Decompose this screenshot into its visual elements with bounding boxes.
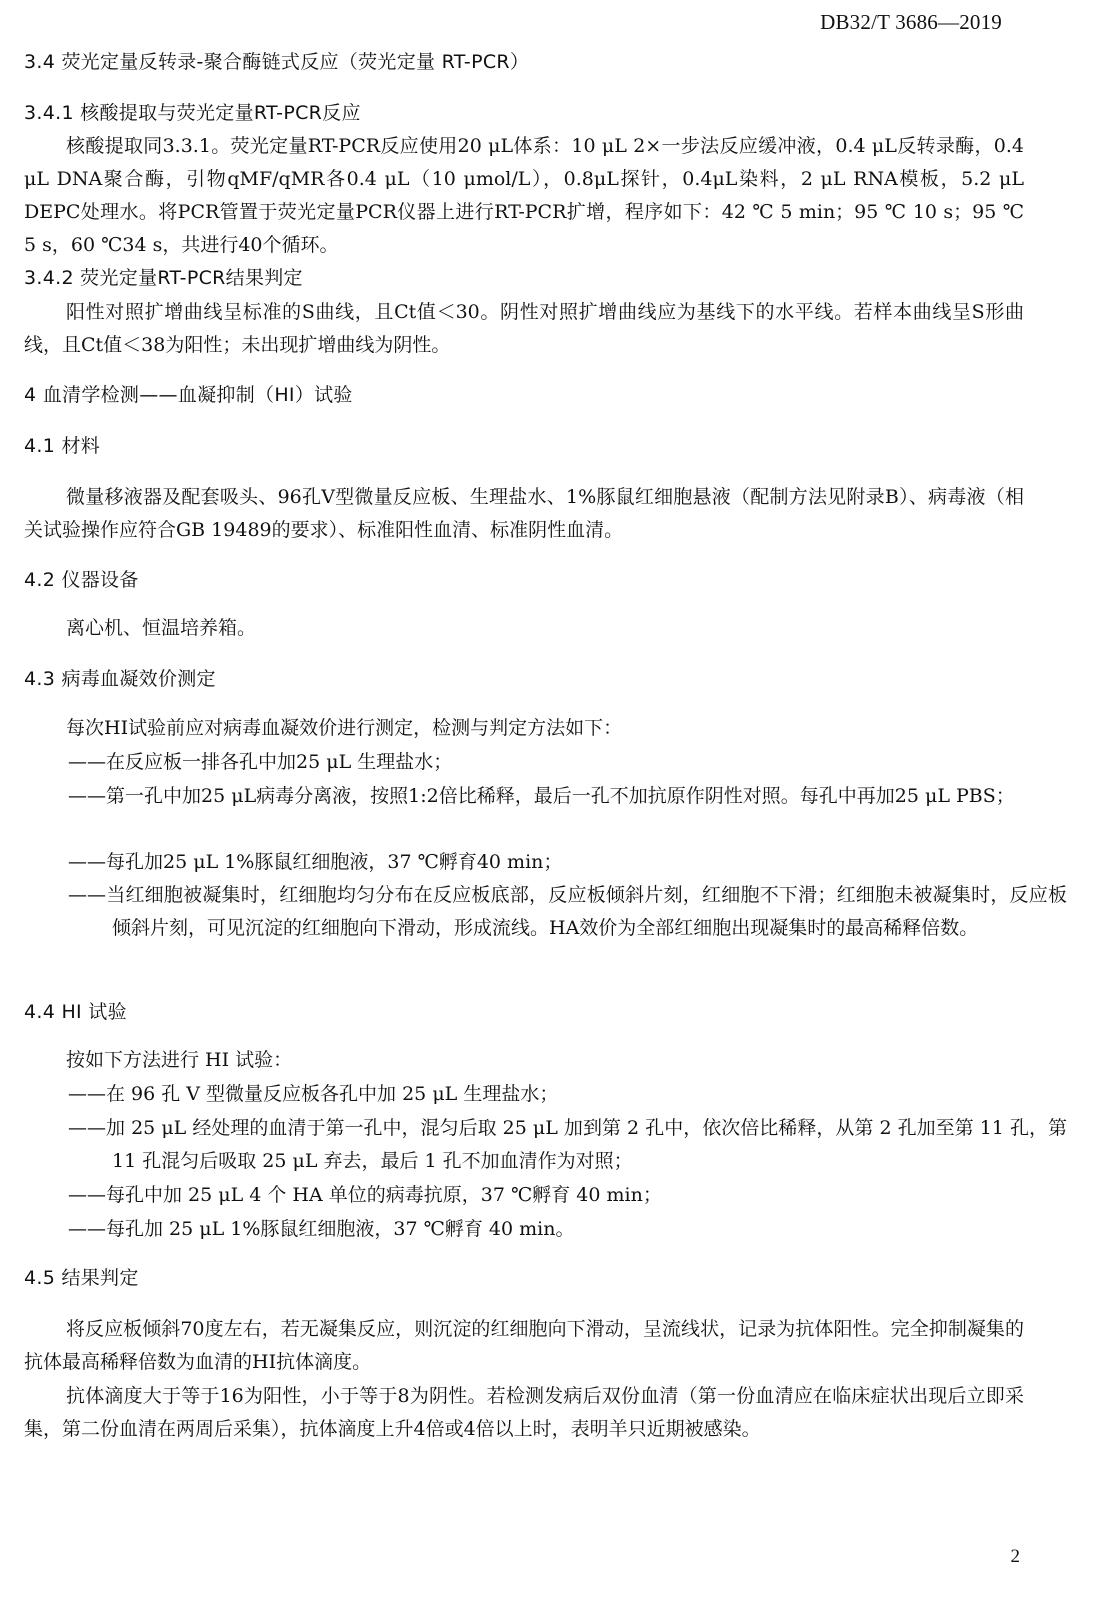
paragraph-4-4-intro: 按如下方法进行 HI 试验： [66, 1049, 293, 1071]
paragraph-4-5-2: 抗体滴度大于等于16为阳性，小于等于8为阴性。若检测发病后双份血清（第一份血清应在临床症状出现后立即采集，第二份血清在两周后采集），抗体滴度上升4倍或4倍以上时，表明羊只近期被感染。 [24, 1385, 1024, 1440]
list-item-4-4-3: ——每孔中加 25 μL 4 个 HA 单位的病毒抗原，37 ℃孵育 40 min； [68, 1184, 662, 1206]
list-item-4-3-1: ——在反应板一排各孔中加25 μL 生理盐水； [68, 751, 453, 773]
paragraph-4-1: 微量移液器及配套吸头、96孔V型微量反应板、生理盐水、1%豚鼠红细胞悬液（配制方法见附录B）、病毒液（相关试验操作应符合GB 19489的要求）、标准阳性血清、标准阴性血清。 [24, 486, 1024, 541]
heading-4: 4 血清学检测——血凝抑制（HI）试验 [24, 384, 353, 406]
list-item-4-3-3: ——每孔加25 μL 1%豚鼠红细胞液，37 ℃孵育40 min； [68, 851, 563, 873]
list-item-4-3-2: ——第一孔中加25 μL病毒分离液，按照1:2倍比稀释，最后一孔不加抗原作阴性对照。每孔中再加25 μL PBS； [68, 785, 1015, 807]
heading-3-4-1: 3.4.1 核酸提取与荧光定量RT-PCR反应 [24, 102, 361, 124]
heading-4-2: 4.2 仪器设备 [24, 569, 139, 591]
list-item-4-4-4: ——每孔加 25 μL 1%豚鼠红细胞液，37 ℃孵育 40 min。 [68, 1218, 575, 1240]
heading-4-4: 4.4 HI 试验 [24, 1001, 127, 1023]
heading-3-4-2: 3.4.2 荧光定量RT-PCR结果判定 [24, 267, 303, 289]
paragraph-4-2: 离心机、恒温培养箱。 [66, 617, 257, 639]
paragraph-3-4-2: 阳性对照扩增曲线呈标准的S曲线，且Ct值＜30。阴性对照扩增曲线应为基线下的水平线。若样本曲线呈S形曲线，且Ct值＜38为阳性；未出现扩增曲线为阴性。 [24, 301, 1024, 356]
heading-4-5: 4.5 结果判定 [24, 1267, 139, 1289]
list-item-4-3-4: ——当红细胞被凝集时，红细胞均匀分布在反应板底部，反应板倾斜片刻，红细胞不下滑；红细胞未被凝集时，反应板倾斜片刻，可见沉淀的红细胞向下滑动，形成流线。HA效价为全部红细胞出现凝集时的最高稀释倍数。 [68, 884, 1067, 939]
paragraph-4-3-intro: 每次HI试验前应对病毒血凝效价进行测定，检测与判定方法如下： [66, 717, 623, 739]
heading-4-1: 4.1 材料 [24, 435, 101, 457]
paragraph-3-4-1: 核酸提取同3.3.1。荧光定量RT-PCR反应使用20 μL体系：10 μL 2×一步法反应缓冲液，0.4 μL反转录酶，0.4 μL DNA聚合酶，引物qMF/qMR各0.4 μL（10 μmol/L），0.8μL探针，0.4μL染料，2 μL RNA模板，5.2 μL DEPC处理水。将PCR管置于荧光定量PCR仪器上进行RT-PCR扩增，程序如下：42 ℃ 5 min；95 ℃ 10 s；95 ℃ 5 s，60 ℃34 s，共进行40个循环。 [24, 135, 1024, 256]
heading-3-4: 3.4 荧光定量反转录-聚合酶链式反应（荧光定量 RT-PCR） [24, 51, 530, 73]
heading-4-3: 4.3 病毒血凝效价测定 [24, 668, 216, 690]
list-item-4-4-1: ——在 96 孔 V 型微量反应板各孔中加 25 μL 生理盐水； [68, 1083, 559, 1105]
page-number: 2 [1010, 1546, 1020, 1567]
list-item-4-4-2: ——加 25 μL 经处理的血清于第一孔中，混匀后取 25 μL 加到第 2 孔中，依次倍比稀释，从第 2 孔加至第 11 孔，第 11 孔混匀后吸取 25 μL 弃去，最后 1 孔不加血清作为对照； [68, 1117, 1067, 1172]
paragraph-4-5-1: 将反应板倾斜70度左右，若无凝集反应，则沉淀的红细胞向下滑动，呈流线状，记录为抗体阳性。完全抑制凝集的抗体最高稀释倍数为血清的HI抗体滴度。 [24, 1318, 1024, 1373]
doc-code: DB32/T 3686—2019 [820, 10, 1002, 34]
